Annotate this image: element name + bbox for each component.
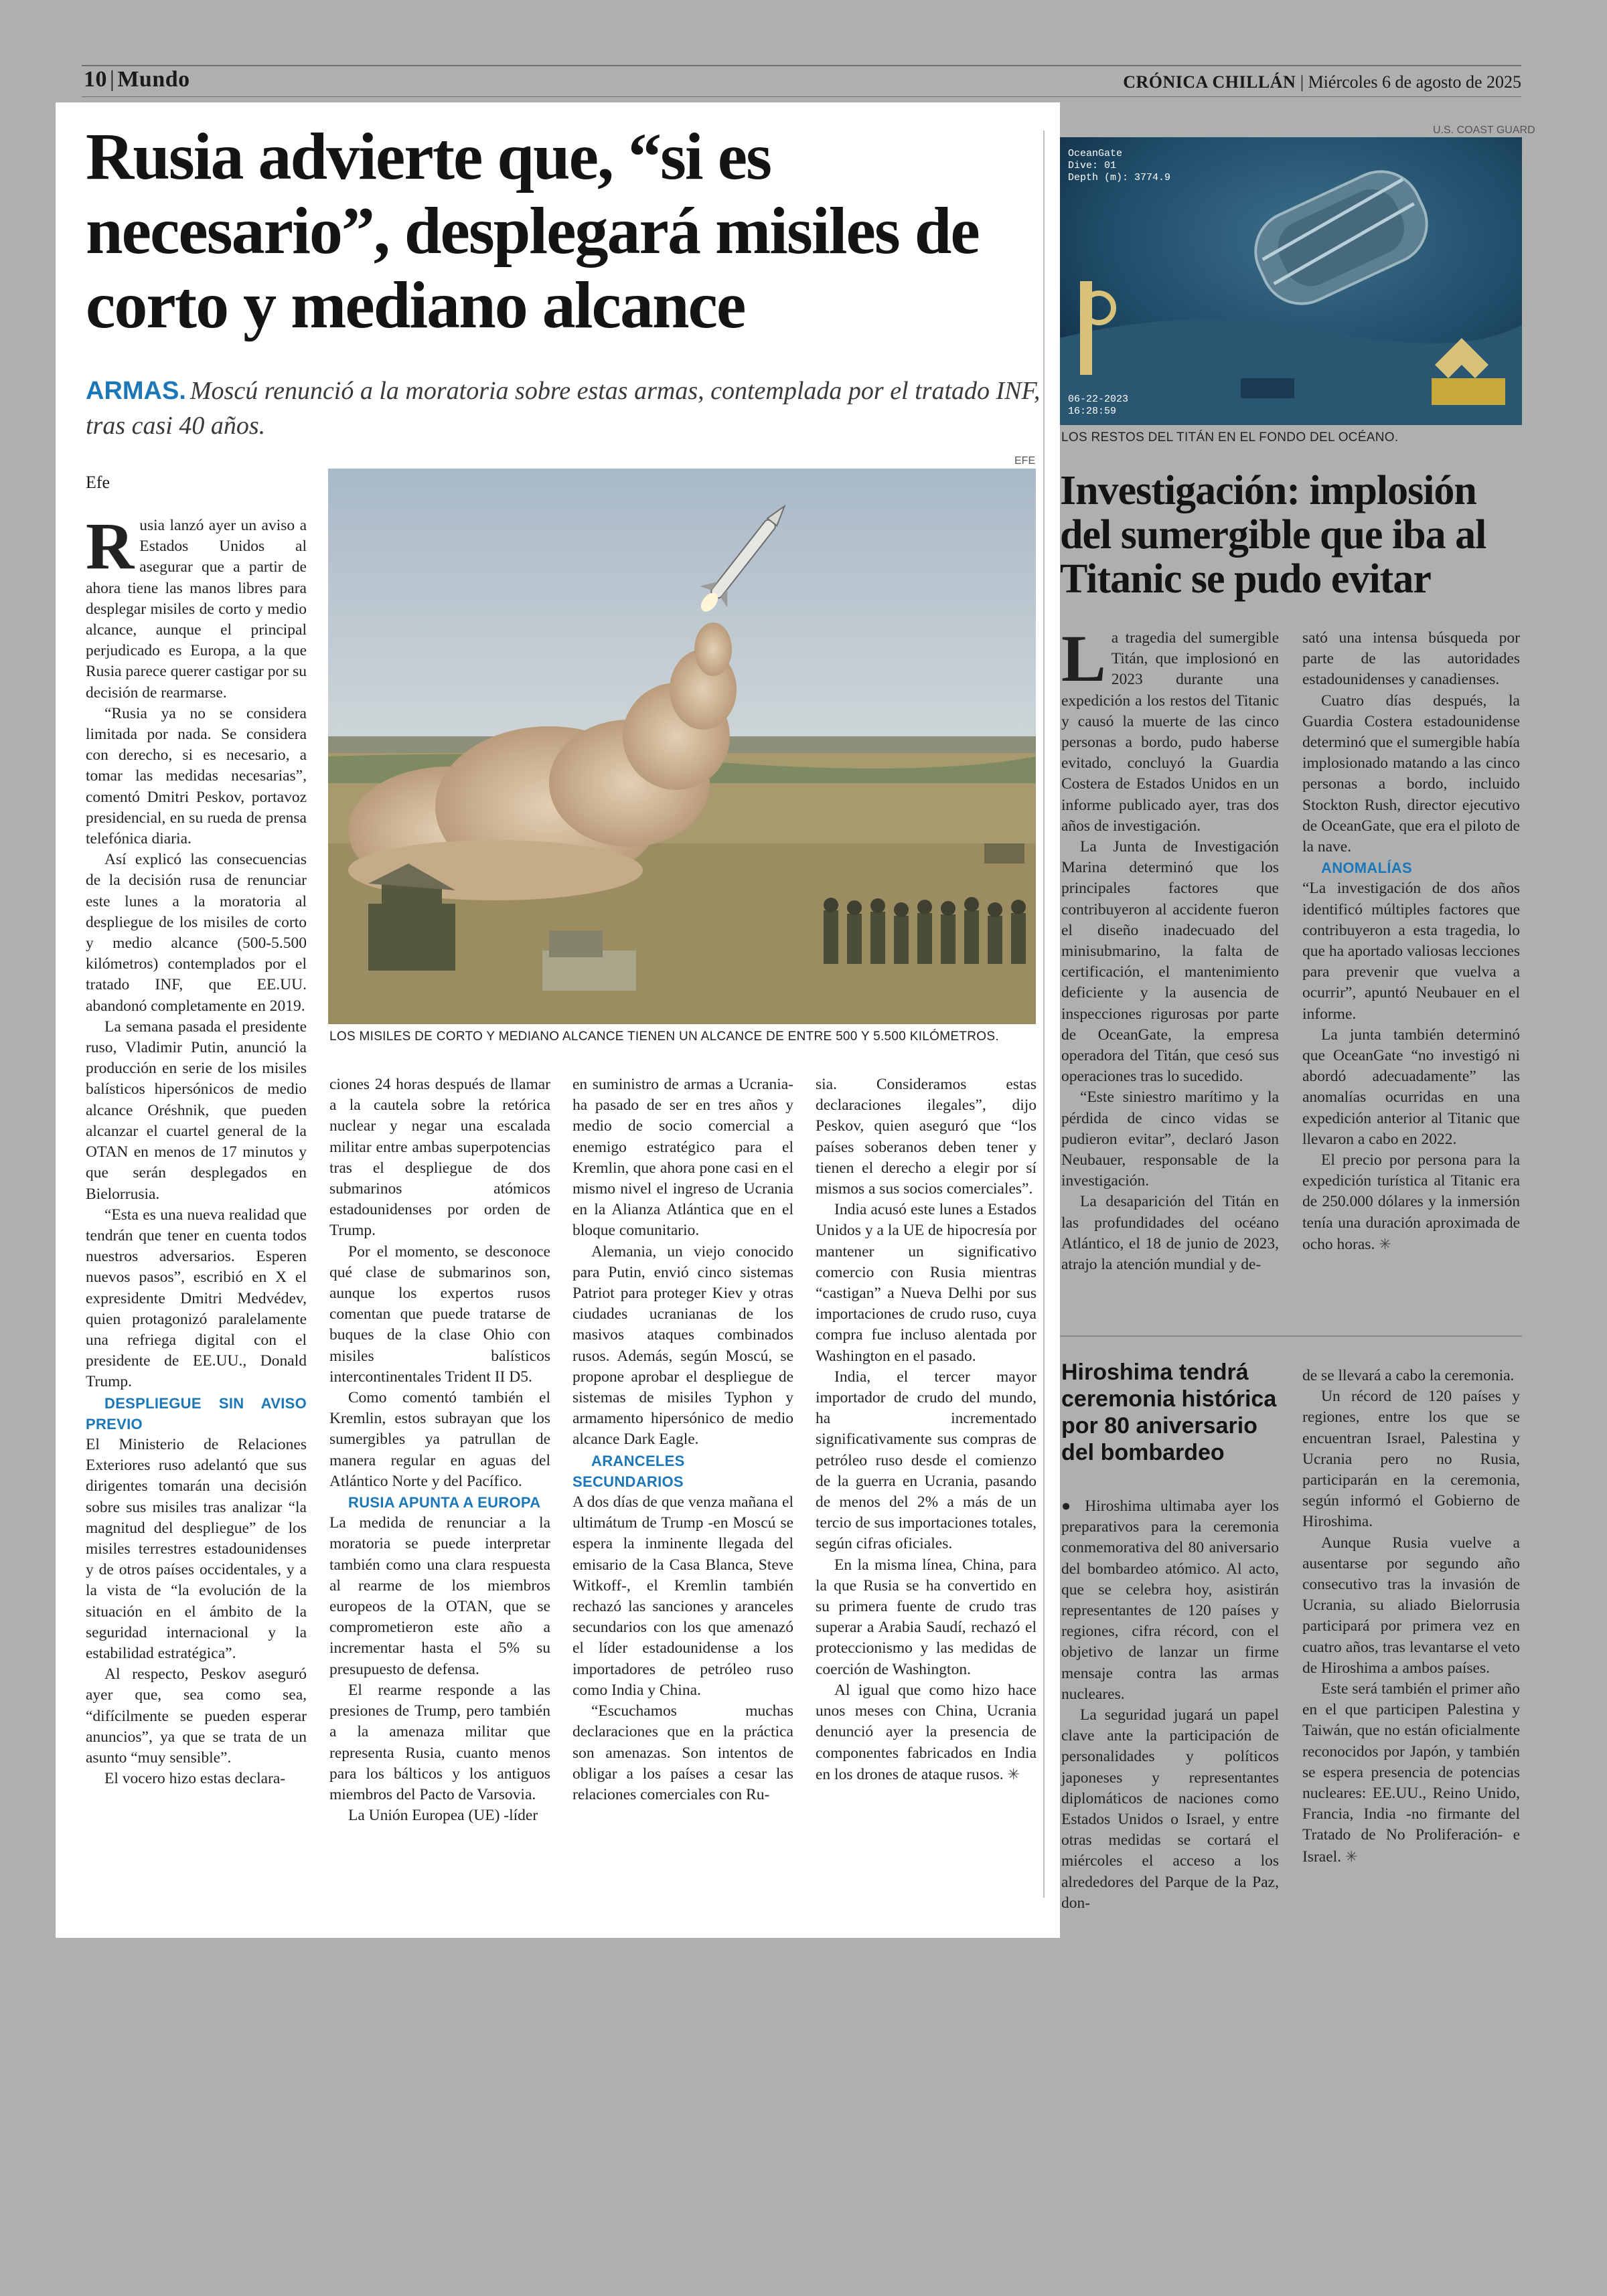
paragraph: A dos días de que venza mañana el ultimátum de Trump -en Moscú se espera la inminente llegada del emisario de la Casa Blanca, Steve Witkoff-, el Kremlin también rechazó las sanciones y aranceles secundarios con los que amenazó el líder estadounidense a los importadores de petróleo ruso como India y China. — [572, 1493, 793, 1699]
end-of-article-icon: ✳ — [1007, 1765, 1020, 1783]
main-column-3 — [572, 1074, 793, 1805]
page-folio: 10 | Mundo — [84, 67, 190, 92]
paragraph: “Esta es una nueva realidad que tendrán que tener en cuenta todos nuestros adversarios. Esperen nuevos pasos”, escribió en X el expresidente Dmitri Medvédev, quien protagonizó paralelamente una refriega digital con el presidente de EE.UU., Donald Trump. — [86, 1206, 307, 1391]
paragraph: de se llevará a cabo la ceremonia. — [1302, 1367, 1515, 1384]
paragraph: Como comentó también el Kremlin, estos subrayan que los sumergibles ya patrullan de manera regular en aguas del Atlántico Norte y del Pacífico. — [329, 1389, 550, 1490]
paragraph: India acusó este lunes a Estados Unidos y a la UE de hipocresía por mantener un significativo comercio con Rusia mientras “castigan” a Nueva Delhi por sus importaciones de crudo ruso, cuya compra fue incluso alentada por Washington en el pasado. — [816, 1201, 1037, 1365]
paragraph: “Escuchamos muchas declaraciones que en la práctica son amenazas. Son intentos de obligar a los países a cesar las relaciones comerciales con Ru- — [572, 1702, 793, 1803]
subheading: DESPLIEGUE SIN AVISO PREVIO — [86, 1394, 307, 1432]
paragraph: Aunque Rusia vuelve a ausentarse por segundo año consecutivo tras la invasión de Ucrania, su aliado Bielorrusia participará por primera vez en cuatro años, tras levantarse el veto de Hiroshima a ambos países. — [1302, 1534, 1520, 1677]
main-column-1 — [86, 509, 307, 1789]
photo-caption: LOS MISILES DE CORTO Y MEDIANO ALCANCE TIENEN UN ALCANCE DE ENTRE 500 Y 5.500 KILÓMETROS. — [329, 1030, 999, 1044]
paragraph: usia lanzó ayer un aviso a Estados Unidos al asegurar que a partir de ahora tiene las manos libres para desplegar misiles de corto y medio alcance, aunque el principal perjudicado es Europa, a la que Rusia parece querer castigar por su decisión de rearmarse. — [86, 517, 307, 702]
paragraph: “La investigación de dos años identificó múltiples factores que contribuyeron a esta tragedia, lo que ha aportado valiosas lecciones para prevenir que vuelva a ocurrir”, apuntó Neubauer en el informe. — [1302, 880, 1520, 1023]
issue-date: Miércoles 6 de agosto de 2025 — [1308, 72, 1521, 92]
paragraph: En la misma línea, China, para la que Rusia se ha convertido en su primera fuente de crudo tras superar a Arabia Saudí, rechazó el proteccionismo y las medidas de coerción de Washington. — [816, 1556, 1037, 1678]
paragraph: La seguridad jugará un papel clave ante la participación de personalidades y políticos japoneses y representantes diplomáticos de naciones como Estados Unidos o Israel, y entre otras medidas se cortará el miércoles el acceso a los alrededores del Parque de la Paz, don- — [1061, 1706, 1279, 1912]
paragraph: El vocero hizo estas declara- — [104, 1770, 286, 1788]
paragraph: Al respecto, Peskov aseguró ayer que, sea como sea, “difícilmente se pueden esperar anuncios”, ya que se trata de un asunto “muy sensible”. — [86, 1665, 307, 1767]
paragraph: Así explicó las consecuencias de la decisión rusa de renunciar este lunes a la moratoria al despliegue de los misiles de corto y medio alcance (500-5.500 kilómetros) contemplados por el tratado INF, que EE.UU. abandonó completamente en 2019. — [86, 851, 307, 1015]
hiroshima-column-2 — [1302, 1366, 1520, 1868]
paragraph: “Rusia ya no se considera limitada por nada. Se considera con derecho, si es necesario, a tomar las medidas necesarias”, comentó Dmitri Peskov, portavoz presidencial, en su rueda de prensa telefónica diaria. — [86, 704, 307, 848]
paragraph: Al igual que como hizo hace unos meses con China, Ucrania denunció ayer la presencia de componentes fabricados en India en los drones de ataque rusos. — [816, 1681, 1037, 1783]
paragraph: Cuatro días después, la Guardia Costera estadounidense determinó que el sumergible había implosionado matando a las cinco personas a bordo, incluido Stockton Rush, director ejecutivo de OceanGate, que era el piloto de la nave. — [1302, 691, 1520, 856]
titan-wreck-photo — [1060, 137, 1522, 425]
paragraph: en suministro de armas a Ucrania- ha pasado de ser en tres años y medio de socio comercial a enemigo estratégico para el Kremlin, que ahora pone casi en el mismo nivel el ingreso de Ucrania en la Alianza Atlántica que en el bloque comunitario. — [572, 1076, 793, 1240]
paragraph: “Este siniestro marítimo y la pérdida de cinco vidas se pudieron evitar”, declaró Jason Neubauer, responsable de la investigación. — [1061, 1088, 1279, 1190]
hud-line-1: OceanGate — [1068, 148, 1123, 159]
paragraph: India, el tercer mayor importador de crudo del mundo, ha incrementado significativamente sus compras de petróleo ruso desde el comienzo de la guerra en Ucrania, pasando de menos del 2% a más de un tercio de sus importaciones totales, según cifras oficiales. — [816, 1368, 1037, 1553]
paragraph: La medida de renunciar a la moratoria se puede interpretar también como una clara respuesta al rearme de los miembros europeos de la OTAN, que se comprometieron este año a incrementar hasta el 5% su presupuesto de defensa. — [329, 1514, 550, 1678]
hiroshima-column-1 — [1061, 1496, 1279, 1914]
paragraph: El precio por persona para la expedición turística al Titanic era de 250.000 dólares y la inmersión tenía una duración aproximada de ocho horas. — [1302, 1151, 1520, 1253]
paragraph: La Unión Europea (UE) -líder — [348, 1807, 538, 1825]
section-divider — [1060, 1335, 1522, 1337]
hud-line-2: Dive: 01 — [1068, 160, 1117, 171]
header-bottom-rule — [82, 96, 1521, 97]
paragraph: Hiroshima ultimaba ayer los preparativos para la ceremonia conmemorativa del 80 aniversario del bombardeo atómico. Al acto, que se celebra hoy, asistirán representantes de 120 países y regiones, cifra récord, con el objetivo de lanzar un firme mensaje contra las armas nucleares. — [1061, 1497, 1279, 1703]
titan-column-1 — [1061, 621, 1279, 1275]
subheading: ARANCELES SECUNDARIOS — [572, 1452, 685, 1490]
hud-time: 16:28:59 — [1068, 406, 1117, 417]
kicker-tag: ARMAS. — [86, 377, 186, 405]
kicker-text: Moscú renunció a la moratoria sobre estas armas, contemplada por el tratado INF, tras casi 40 años. — [86, 377, 1041, 440]
main-column-2 — [329, 1074, 550, 1826]
main-headline: Rusia advierte que, “si es necesario”, desplegará misiles de corto y mediano alcance — [86, 119, 979, 342]
missile-launch-photo — [328, 469, 1036, 1024]
page-number: 10 — [84, 67, 107, 92]
paragraph: Alemania, un viejo conocido para Putin, envió cinco sistemas Patriot para proteger Kiev y otras ciudades ucranianas de los masivos ataques combinados rusos. Además, según Moscú, se propone aprobar el despliegue de sistemas de misiles Typhon y armamento hipersónico de medio alcance Dark Eagle. — [572, 1242, 793, 1449]
subheading: RUSIA APUNTA A EUROPA — [348, 1494, 541, 1511]
paragraph: La semana pasada el presidente ruso, Vladimir Putin, anunció la producción en serie de los misiles balísticos hipersónicos de medio alcance Oréshnik, que pueden alcanzar el cuartel general de la OTAN en menos de 17 minutos y que serán desplegados en Bielorrusia. — [86, 1017, 307, 1203]
main-column-4 — [816, 1074, 1037, 1785]
paragraph: La junta también determinó que OceanGate “no investigó ni abordó adecuadamente” las anomalías ocurridas en una expedición anterior al Titanic que llevaron a cabo en 2022. — [1302, 1026, 1520, 1148]
paragraph: Este será también el primer año en el que participen Palestina y Taiwán, que no están oficialmente reconocidos por Japón, y también se espera presencia de potencias nucleares: EE.UU., Reino Unido, Francia, India -no firmante del Tratado de No Proliferación- e Israel. — [1302, 1680, 1520, 1866]
photo-credit: EFE — [1014, 455, 1036, 467]
paragraph: La Junta de Investigación Marina determinó que los principales factores que contribuyeron al accidente fueron el diseño inadecuado del minisubmarino, la falta de certificación, el mantenimiento deficiente y la ausencia de inspecciones rigurosas por parte de OceanGate, la empresa operadora del Titán, que cesó sus operaciones tras lo sucedido. — [1061, 838, 1279, 1086]
hud-date: 06-22-2023 — [1068, 394, 1129, 405]
paragraph: El Ministerio de Relaciones Exteriores ruso adelantó que sus dirigentes tomarán una decisión sobre sus misiles tras analizar “la magnitud del despliegue” de los misiles terrestres estadounidenses y de otros países occidentales, y a la vista de “la evolución de la situación en el ámbito de la seguridad internacional y la estabilidad estratégica”. — [86, 1435, 307, 1662]
paragraph: El rearme responde a las presiones de Trump, pero también a la amenaza militar que representa Rusia, cuanto menos para los bálticos y los antiguos miembros del Pacto de Varsovia. — [329, 1681, 550, 1803]
titan-headline: Investigación: implosión del sumergible que iba al Titanic se pudo evitar — [1060, 468, 1486, 602]
paragraph: La desaparición del Titán en las profundidades del océano Atlántico, el 18 de junio de 2023, atrajo la atención mundial y de- — [1061, 1193, 1279, 1274]
byline: Efe — [86, 473, 110, 492]
paragraph: Un récord de 120 países y regiones, entre los que se encuentran Israel, Palestina y Ucrania pero no Rusia, participarán en la ceremonia, según informó el Gobierno de Hiroshima. — [1302, 1388, 1520, 1531]
drop-cap: R — [86, 509, 135, 583]
paragraph: sató una intensa búsqueda por parte de las autoridades estadounidenses y canadienses. — [1302, 629, 1520, 689]
header-top-rule — [82, 65, 1521, 66]
end-of-article-icon: ✳ — [1379, 1235, 1391, 1252]
paragraph: ciones 24 horas después de llamar a la cautela sobre la retórica nuclear y negar una escalada militar entre ambas superpotencias tras el despliegue de dos submarinos atómicos estadounidenses por orden de Trump. — [329, 1076, 550, 1240]
bullet-icon: ● — [1061, 1497, 1076, 1515]
hud-line-3: Depth (m): 3774.9 — [1068, 172, 1171, 183]
column-divider — [1043, 131, 1045, 1898]
paragraph: Por el momento, se desconoce qué clase de submarinos son, aunque los expertos rusos comentan que puede tratarse de buques de la clase Ohio con misiles balísticos intercontinentales Trident II D5. — [329, 1242, 550, 1386]
main-kicker — [86, 374, 1050, 443]
subheading: ANOMALÍAS — [1321, 859, 1412, 877]
end-of-article-icon: ✳ — [1345, 1848, 1358, 1865]
titan-photo-credit: U.S. COAST GUARD — [1433, 125, 1535, 136]
paragraph: sia. Consideramos estas declaraciones ilegales”, dijo Peskov, quien aseguró que “los países soberanos deben tener y tienen el derecho a elegir por sí mismos a sus socios comerciales”. — [816, 1076, 1037, 1198]
masthead: CRÓNICA CHILLÁN | Miércoles 6 de agosto de 2025 — [1123, 72, 1521, 92]
paragraph: a tragedia del sumergible Titán, que implosionó en 2023 durante una expedición a los restos del Titanic y causó la muerte de las cinco personas a bordo, pudo haberse evitado, concluyó la Guardia Costera de Estados Unidos en un informe publicado ayer, tras dos años de investigación. — [1061, 629, 1279, 835]
titan-drop-cap: L — [1061, 621, 1106, 695]
titan-photo-caption: LOS RESTOS DEL TITÁN EN EL FONDO DEL OCÉANO. — [1061, 430, 1399, 444]
section-name: Mundo — [117, 67, 190, 92]
paper-name: CRÓNICA CHILLÁN — [1123, 72, 1296, 92]
hiroshima-headline: Hiroshima tendrá ceremonia histórica por 80 aniversario del bombardeo — [1061, 1360, 1277, 1465]
titan-column-2 — [1302, 628, 1520, 1255]
